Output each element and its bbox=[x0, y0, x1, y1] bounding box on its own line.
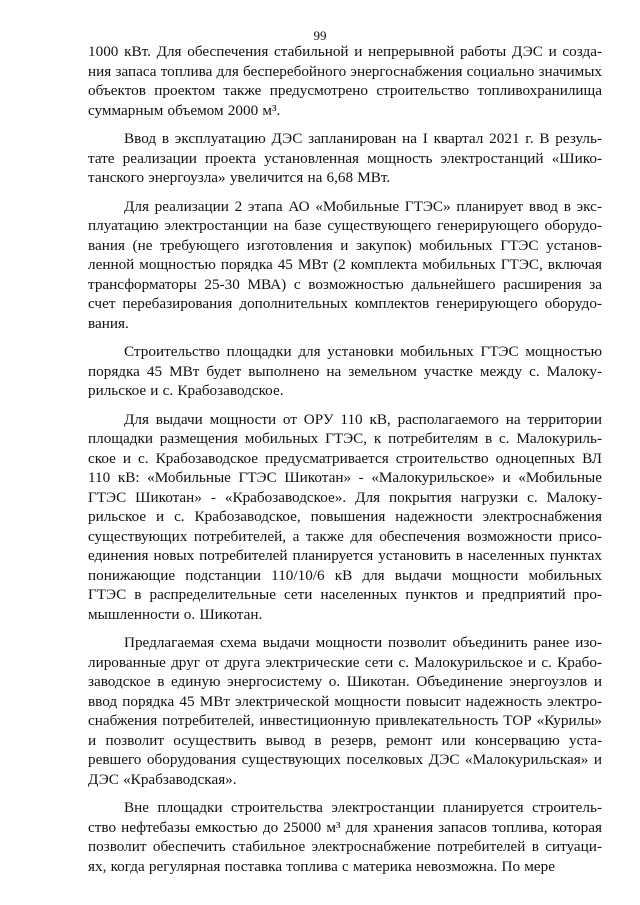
paragraph-commissioning-date: Ввод в эксплуатацию ДЭС запланирован на I квартал 2021 г. В результате реализации проекта установленная мощность электростанций «Шикотанского энергоузла» увеличится на 6,68 МВт. bbox=[88, 130, 602, 186]
paragraph-power-output-lines: Для выдачи мощности от ОРУ 110 кВ, располагаемого на территории площадки размещения мобильных ГТЭС, к потребителям в с. Малокурильское и с. Крабозаводское предусматривается строительство одноцепных ВЛ 110 кВ: «Мобильные ГТЭС Шикотан» - «Малокурильское» и «Мобильные ГТЭС Шикотан» - «Крабозаводское». Для покрытия нагрузки с. Малокурильское и с. Крабозаводское, повышения надежности электроснабжения существующих потребителей, а также для обеспечения возможности присоединения новых потребителей планируется установить в населенных пунктах понижающие подстанции 110/10/6 кВ для выдачи мощности мобильных ГТЭС в распределительные сети населенных пунктов и предприятий промышленности о. Шикотан. bbox=[88, 410, 602, 623]
paragraph-site-construction: Строительство площадки для установки мобильных ГТЭС мощностью порядка 45 МВт будет выполнено на земельном участке между с. Малокурильское и с. Крабозаводское. bbox=[88, 343, 602, 399]
document-body bbox=[88, 42, 602, 876]
paragraph-diesel-fuel-storage: 1000 кВт. Для обеспечения стабильной и непрерывной работы ДЭС и создания запаса топлива для бесперебойного энергоснабжения социально значимых объектов проектом также предусмотрено строительство топливохранилища суммарным объемом 2000 м³. bbox=[88, 43, 602, 119]
paragraph-power-scheme: Предлагаемая схема выдачи мощности позволит объединить ранее изолированные друг от друга электрические сети с. Малокурильское и с. Крабозаводское в единую энергосистему о. Шикотан. Объединение энергоузлов и ввод порядка 45 МВт электрической мощности повысит надежность электроснабжения потребителей, инвестиционную привлекательность ТОР «Курилы» и позволит осуществить вывод в резерв, ремонт или консервацию устаревшего оборудования существующих поселковых ДЭС «Малокурильская» и ДЭС «Крабзаводская». bbox=[88, 634, 602, 788]
page-number: 99 bbox=[313, 28, 327, 43]
paragraph-oil-depot: Вне площадки строительства электростанции планируется строительство нефтебазы емкостью до 25000 м³ для хранения запасов топлива, которая позволит обеспечить стабильное электроснабжение потребителей в ситуациях, когда регулярная поставка топлива с материка невозможна. По мере bbox=[88, 799, 602, 875]
paragraph-stage-two-mobile-gtes: Для реализации 2 этапа АО «Мобильные ГТЭС» планирует ввод в эксплуатацию электростанции на базе существующего генерирующего оборудования (не требующего изготовления и закупок) мобильных ГТЭС установленной мощностью порядка 45 МВт (2 комплекта мобильных ГТЭС, включая трансформаторы 25-30 МВА) с возможностью дальнейшего расширения за счет перебазирования дополнительных комплектов генерирующего оборудования. bbox=[88, 197, 602, 332]
